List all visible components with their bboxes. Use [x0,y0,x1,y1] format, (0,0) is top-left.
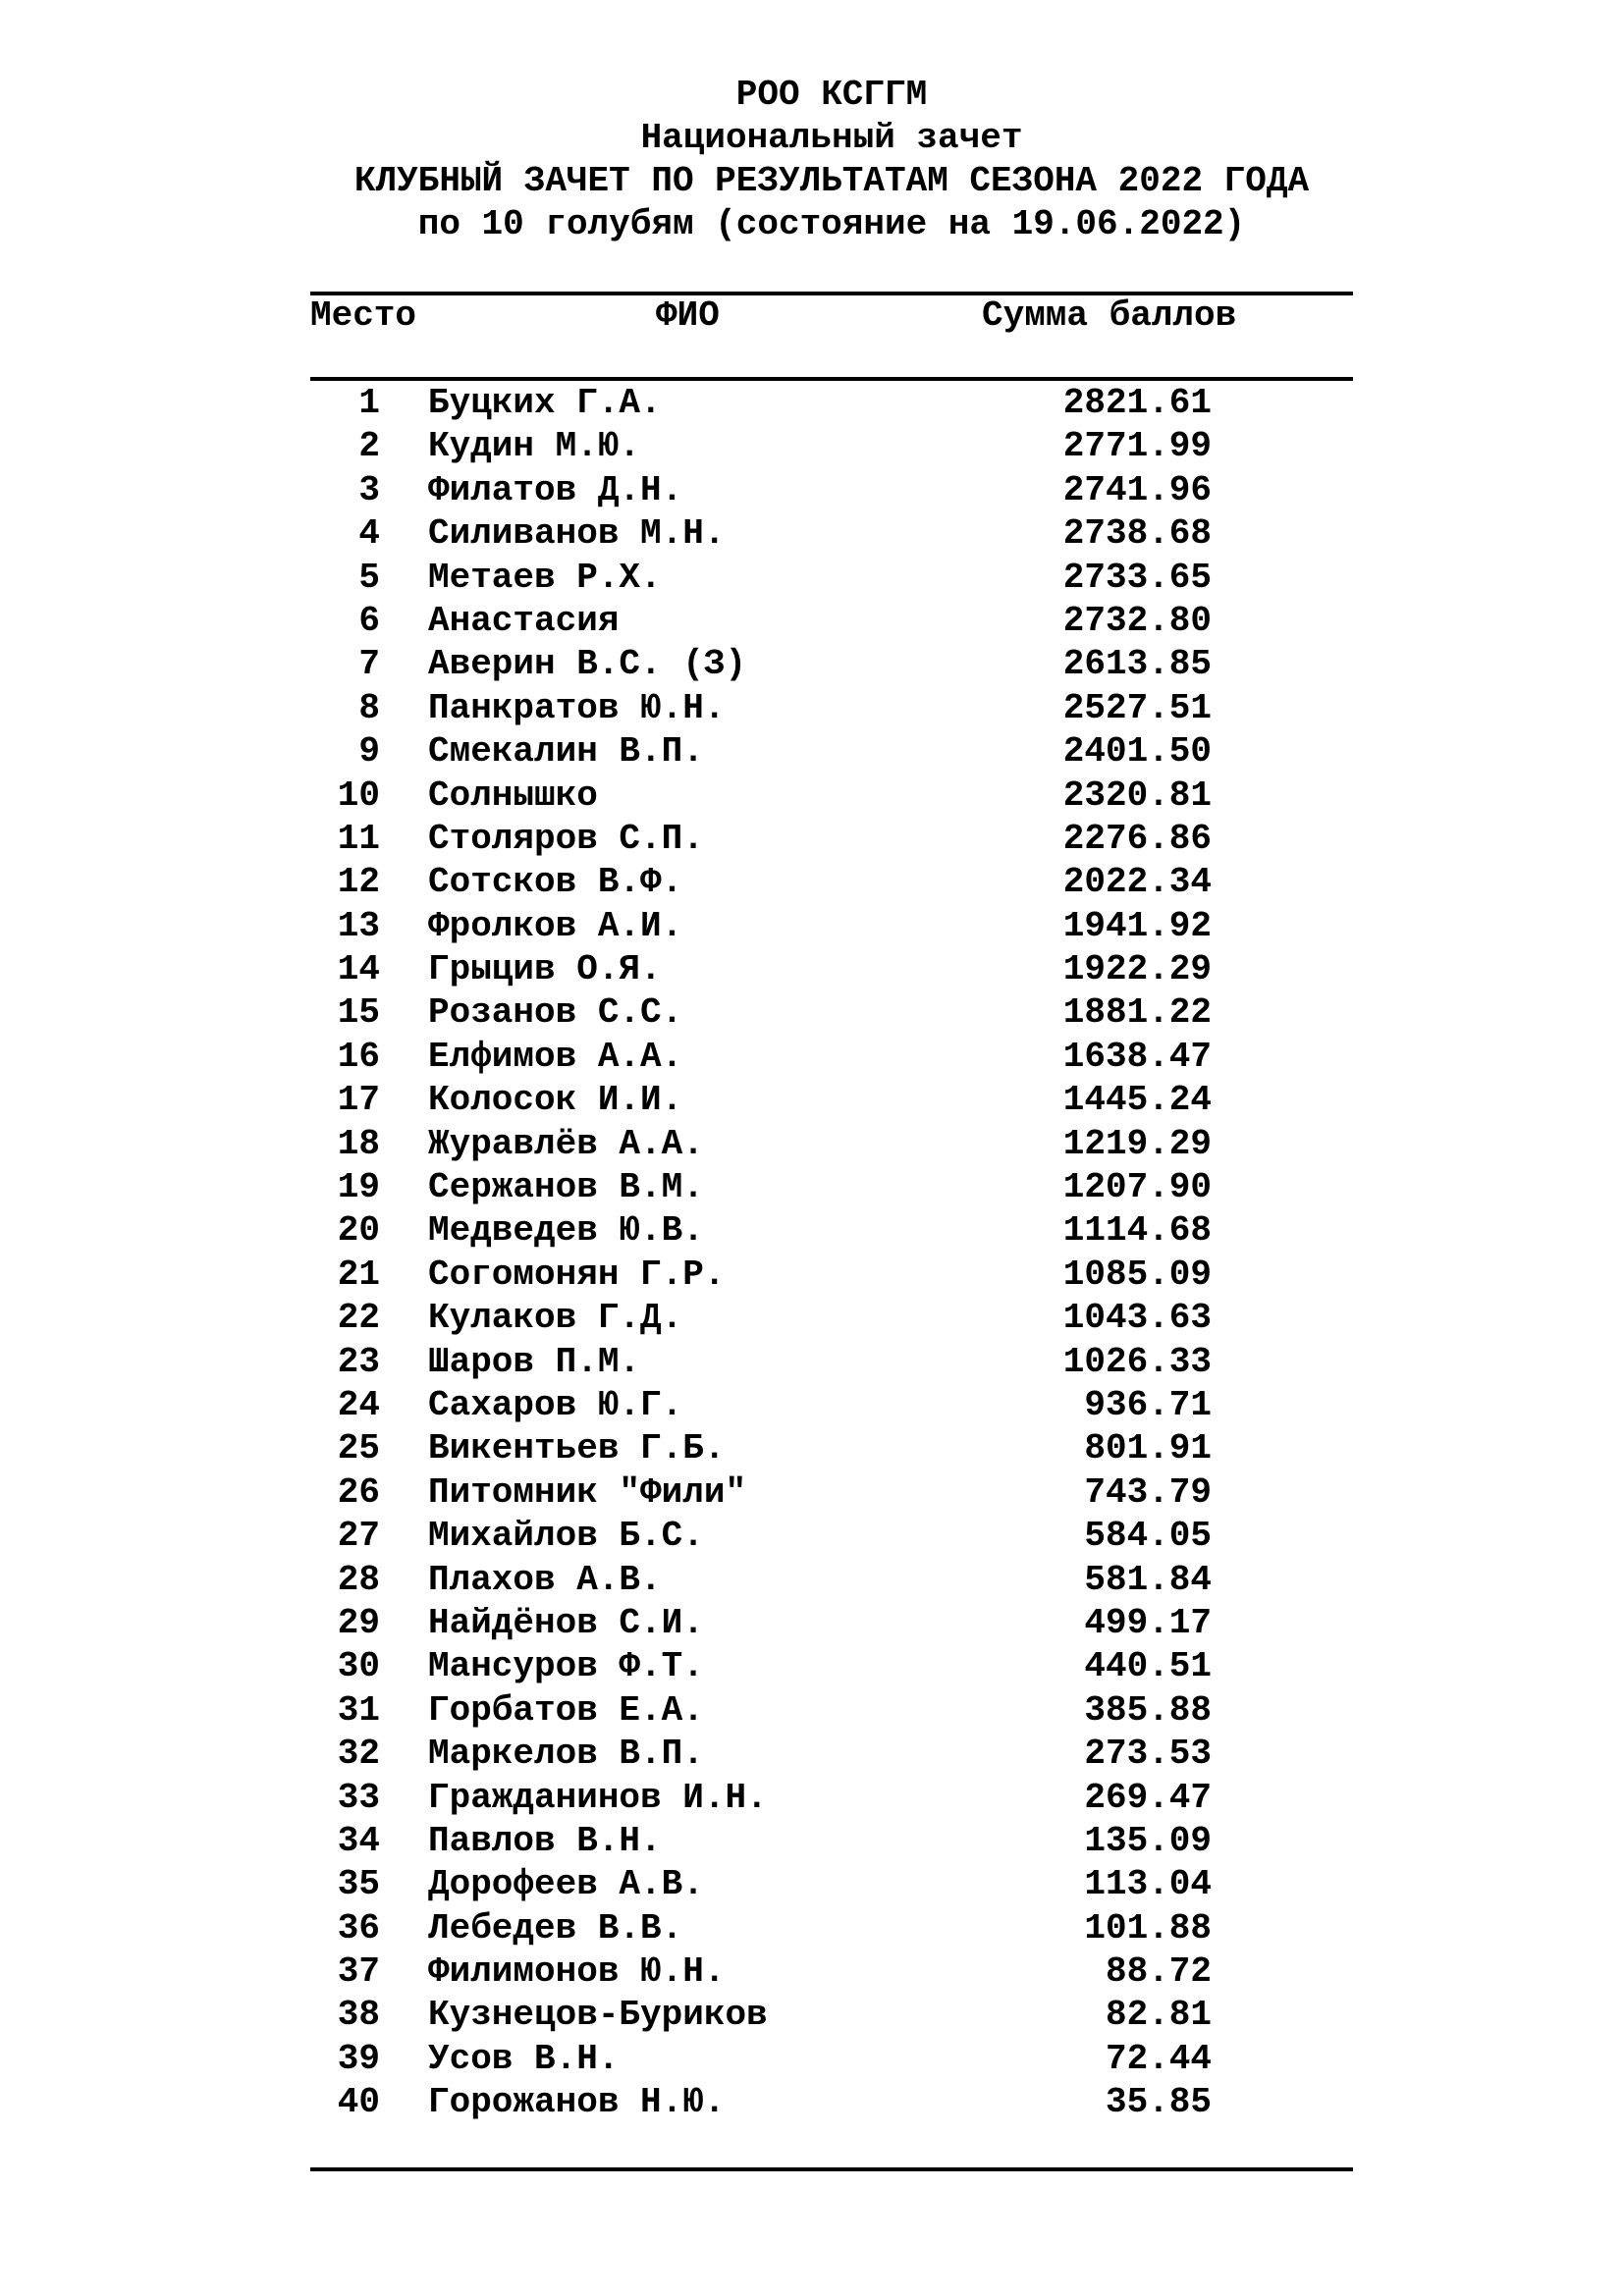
row-score: 499.17 [1084,1602,1212,1643]
table-row [0,1602,1624,1645]
row-place: 10 [337,774,380,816]
row-place: 2 [358,426,380,467]
table-row [0,1341,1624,1384]
row-place: 27 [337,1516,380,1557]
column-header-score: Сумма баллов [982,295,1237,336]
table-row [0,469,1624,512]
table-row [0,2038,1624,2081]
table-row [0,774,1624,818]
table-row [0,1427,1624,1470]
row-score: 2741.96 [1062,469,1212,510]
table-row [0,557,1624,600]
row-place: 35 [337,1864,380,1905]
row-name: Лебедев В.В. [428,1907,683,1949]
row-score: 801.91 [1084,1428,1212,1469]
row-name: Буцких Г.А. [428,383,662,423]
row-place: 29 [337,1602,380,1643]
row-score: 2527.51 [1062,687,1212,728]
table-row [0,425,1624,468]
row-score: 2613.85 [1062,644,1212,685]
row-name: Елфимов А.А. [428,1036,683,1077]
table-row [0,1950,1624,1994]
column-header-place: Место [310,295,417,336]
row-place: 28 [337,1559,380,1600]
document-header [0,74,1624,246]
table-row [0,643,1624,686]
row-name: Питомник "Фили" [428,1471,747,1513]
table-row [0,1994,1624,2037]
row-place: 22 [337,1298,380,1339]
table-row [0,948,1624,991]
row-name: Розанов С.С. [428,992,683,1034]
row-score: 1085.09 [1062,1254,1212,1295]
row-score: 1922.29 [1062,949,1212,990]
row-place: 11 [337,818,380,859]
row-place: 23 [337,1341,380,1382]
table-row [0,1254,1624,1297]
row-name: Шаров П.М. [428,1341,641,1382]
row-score: 1114.68 [1062,1210,1212,1252]
row-place: 20 [337,1210,380,1252]
results-table [0,382,1624,2125]
row-place: 8 [358,687,380,728]
row-name: Филимонов Ю.Н. [428,1951,726,1993]
table-row [0,991,1624,1035]
row-score: 2738.68 [1062,513,1212,555]
row-place: 26 [337,1471,380,1513]
row-score: 2320.81 [1062,774,1212,816]
row-name: Панкратов Ю.Н. [428,687,726,728]
table-row [0,1907,1624,1950]
row-name: Солнышко [428,774,598,816]
row-name: Горбатов Е.А. [428,1689,704,1731]
row-score: 273.53 [1084,1734,1212,1775]
row-name: Павлов В.Н. [428,1820,662,1861]
bottom-rule [310,2167,1353,2171]
row-place: 15 [337,992,380,1034]
table-row [0,1036,1624,1079]
row-place: 36 [337,1907,380,1949]
row-place: 32 [337,1734,380,1775]
table-row [0,1166,1624,1209]
row-name: Колосок И.И. [428,1080,683,1121]
row-name: Согомонян Г.Р. [428,1254,726,1295]
row-place: 4 [358,513,380,555]
row-name: Аверин В.С. (З) [428,644,747,685]
table-row [0,1471,1624,1515]
table-row [0,687,1624,730]
table-row [0,730,1624,774]
row-score: 1219.29 [1062,1123,1212,1164]
row-place: 31 [337,1689,380,1731]
row-place: 5 [358,557,380,598]
row-name: Найдёнов С.И. [428,1602,704,1643]
row-score: 2732.80 [1062,600,1212,641]
table-row [0,1559,1624,1602]
row-name: Кузнецов-Буриков [428,1995,768,2036]
table-row [0,905,1624,948]
row-place: 37 [337,1951,380,1993]
condition-line: по 10 голубям (состояние на 19.06.2022) [417,204,1246,244]
row-score: 1941.92 [1062,905,1212,946]
row-score: 88.72 [1105,1951,1212,1993]
row-place: 38 [337,1995,380,2036]
row-place: 3 [358,469,380,510]
row-score: 2821.61 [1062,383,1212,423]
row-place: 40 [337,2082,380,2123]
table-row [0,1209,1624,1253]
row-name: Сахаров Ю.Г. [428,1384,683,1425]
row-score: 135.09 [1084,1820,1212,1861]
row-place: 9 [358,731,380,773]
row-place: 39 [337,2038,380,2079]
table-row [0,1689,1624,1733]
table-row [0,1297,1624,1340]
row-score: 82.81 [1105,1995,1212,2036]
row-place: 18 [337,1123,380,1164]
table-row [0,1820,1624,1863]
row-score: 1026.33 [1062,1341,1212,1382]
table-row [0,1515,1624,1558]
row-name: Столяров С.П. [428,818,704,859]
row-name: Михайлов Б.С. [428,1516,704,1557]
row-name: Медведев Ю.В. [428,1210,704,1252]
row-name: Горожанов Н.Ю. [428,2082,726,2123]
table-row [0,1123,1624,1166]
row-score: 743.79 [1084,1471,1212,1513]
table-row [0,600,1624,643]
row-place: 17 [337,1080,380,1121]
table-row [0,861,1624,904]
row-name: Кулаков Г.Д. [428,1298,683,1339]
table-row [0,1079,1624,1122]
column-header-name: ФИО [656,295,720,336]
row-name: Грыцив О.Я. [428,949,662,990]
row-name: Усов В.Н. [428,2038,620,2079]
row-name: Филатов Д.Н. [428,469,683,510]
row-score: 2276.86 [1062,818,1212,859]
table-row [0,2081,1624,2124]
row-place: 21 [337,1254,380,1295]
row-place: 24 [337,1384,380,1425]
row-score: 101.88 [1084,1907,1212,1949]
row-place: 33 [337,1777,380,1818]
row-place: 12 [337,862,380,903]
row-score: 581.84 [1084,1559,1212,1600]
row-score: 35.85 [1105,2082,1212,2123]
row-place: 1 [358,383,380,423]
table-row [0,512,1624,556]
row-score: 2022.34 [1062,862,1212,903]
row-place: 19 [337,1167,380,1208]
row-name: Сотсков В.Ф. [428,862,683,903]
row-place: 30 [337,1646,380,1687]
table-row [0,1777,1624,1820]
row-name: Смекалин В.П. [428,731,704,773]
row-score: 1445.24 [1062,1080,1212,1121]
row-name: Журавлёв А.А. [428,1123,704,1164]
row-score: 2733.65 [1062,557,1212,598]
row-score: 584.05 [1084,1516,1212,1557]
table-row [0,1384,1624,1427]
row-score: 1043.63 [1062,1298,1212,1339]
row-name: Викентьев Г.Б. [428,1428,726,1469]
row-score: 385.88 [1084,1689,1212,1731]
row-name: Силиванов М.Н. [428,513,726,555]
row-score: 1881.22 [1062,992,1212,1034]
row-score: 113.04 [1084,1864,1212,1905]
row-name: Анастасия [428,600,620,641]
subtitle: Национальный зачет [640,118,1023,158]
table-row [0,818,1624,861]
row-name: Гражданинов И.Н. [428,1777,768,1818]
row-score: 2401.50 [1062,731,1212,773]
row-score: 72.44 [1105,2038,1212,2079]
row-name: Маркелов В.П. [428,1734,704,1775]
header-rule [310,377,1353,381]
row-score: 2771.99 [1062,426,1212,467]
table-row [0,1733,1624,1776]
row-place: 34 [337,1820,380,1861]
row-score: 269.47 [1084,1777,1212,1818]
row-name: Кудин М.Ю. [428,426,641,467]
row-name: Сержанов В.М. [428,1167,704,1208]
row-place: 13 [337,905,380,946]
row-name: Дорофеев А.В. [428,1864,704,1905]
row-place: 25 [337,1428,380,1469]
row-score: 440.51 [1084,1646,1212,1687]
row-score: 1207.90 [1062,1167,1212,1208]
row-score: 936.71 [1084,1384,1212,1425]
table-row [0,1645,1624,1688]
row-name: Метаев Р.Х. [428,557,662,598]
row-name: Плахов А.В. [428,1559,662,1600]
row-place: 14 [337,949,380,990]
page-title: КЛУБНЫЙ ЗАЧЕТ ПО РЕЗУЛЬТАТАМ СЕЗОНА 2022 ГОДА [353,161,1310,201]
row-place: 6 [358,600,380,641]
row-name: Мансуров Ф.Т. [428,1646,704,1687]
row-place: 7 [358,644,380,685]
row-name: Фролков А.И. [428,905,683,946]
table-row [0,382,1624,425]
row-place: 16 [337,1036,380,1077]
row-score: 1638.47 [1062,1036,1212,1077]
table-row [0,1863,1624,1906]
org-title: РОО КСГГМ [735,75,928,115]
